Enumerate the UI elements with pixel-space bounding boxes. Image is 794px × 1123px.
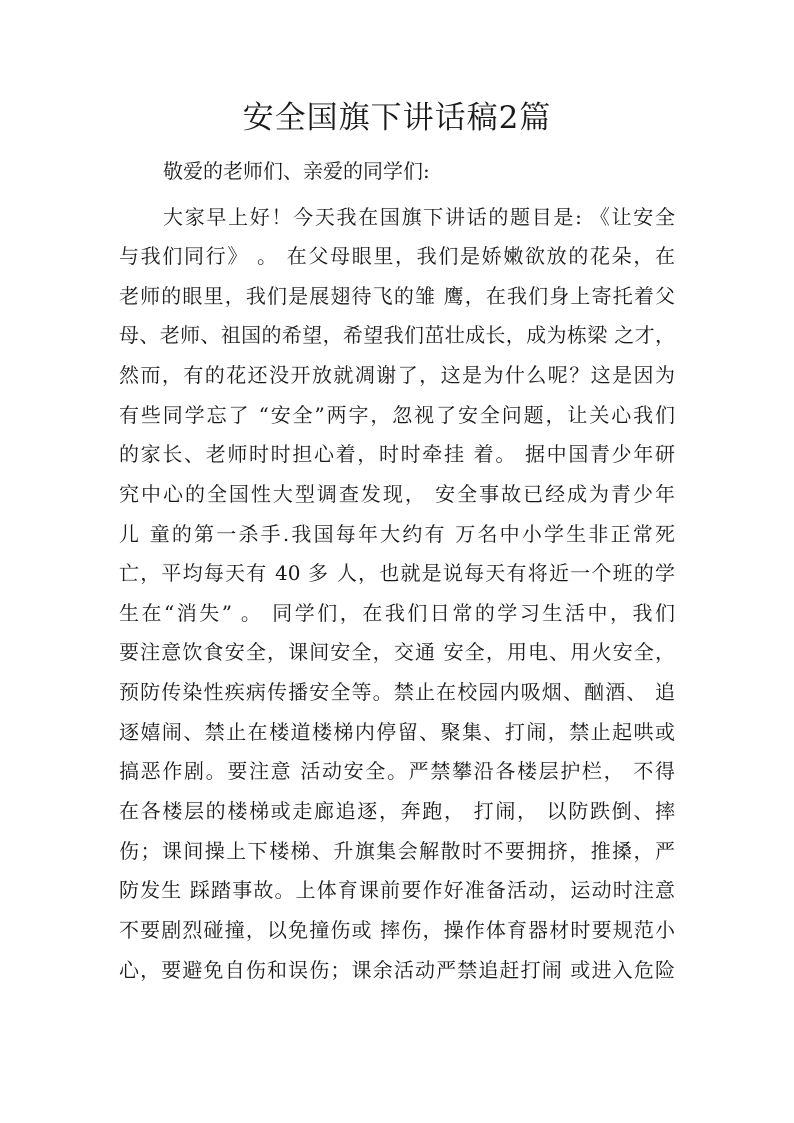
body-line: 大家早上好！今天我在国旗下讲话的题目是: 《让安全 [163,205,675,229]
body-line: 与我们同行》 。 在父母眼里，我们是娇嫩欲放的花朵，在 [119,244,675,268]
document-title: 安全国旗下讲话稿2篇 [242,100,552,136]
body-line: 然而，有的花还没开放就凋谢了，这是为什么呢？这是因为 [119,363,675,387]
salutation: 敬爱的老师们、亲爱的同学们: [163,159,430,183]
body-line: 要注意饮食安全，课间安全，交通 安全，用电、用火安全， [119,640,675,664]
body-line: 逐嬉闹、禁止在楼道楼梯内停留、聚集、打闹，禁止起哄或 [119,720,675,744]
body-line: 心，要避免自伤和误伤；课余活动严禁追赶打闹 或进入危险 [119,958,675,982]
body-line: 有些同学忘了 “安全”两字，忽视了安全问题，让关心我们 [119,403,675,427]
body-line: 生在“消失” 。 同学们，在我们日常的学习生活中，我们 [119,601,675,625]
body-line: 儿 童的第一杀手.我国每年大约有 万名中小学生非正常死 [119,522,675,546]
body-line: 亡，平均每天有 40 多 人，也就是说每天有将近一个班的学 [119,561,675,585]
body-line: 在各楼层的楼梯或走廊追逐，奔跑， 打闹， 以防跌倒、摔 [119,799,675,823]
body-line: 伤；课间操上下楼梯、升旗集会解散时不要拥挤，推搡，严 [119,839,675,863]
body-line: 不要剧烈碰撞，以免撞伤或 摔伤，操作体育器材时要规范小 [119,918,675,942]
body-line: 预防传染性疾病传播安全等。禁止在校园内吸烟、酗酒、 追 [119,680,675,704]
body-line: 的家长、老师时时担心着，时时牵挂 着。 据中国青少年研 [119,442,675,466]
body-line: 老师的眼里，我们是展翅待飞的雏 鹰，在我们身上寄托着父 [119,284,675,308]
body-line: 究中心的全国性大型调查发现， 安全事故已经成为青少年 [119,482,675,506]
body-line: 母、老师、祖国的希望，希望我们茁壮成长，成为栋梁 之才， [119,323,675,347]
body-line: 搞恶作剧。要注意 活动安全。严禁攀沿各楼层护栏， 不得 [119,759,675,783]
body-line: 防发生 踩踏事故。上体育课前要作好准备活动，运动时注意 [119,878,675,902]
